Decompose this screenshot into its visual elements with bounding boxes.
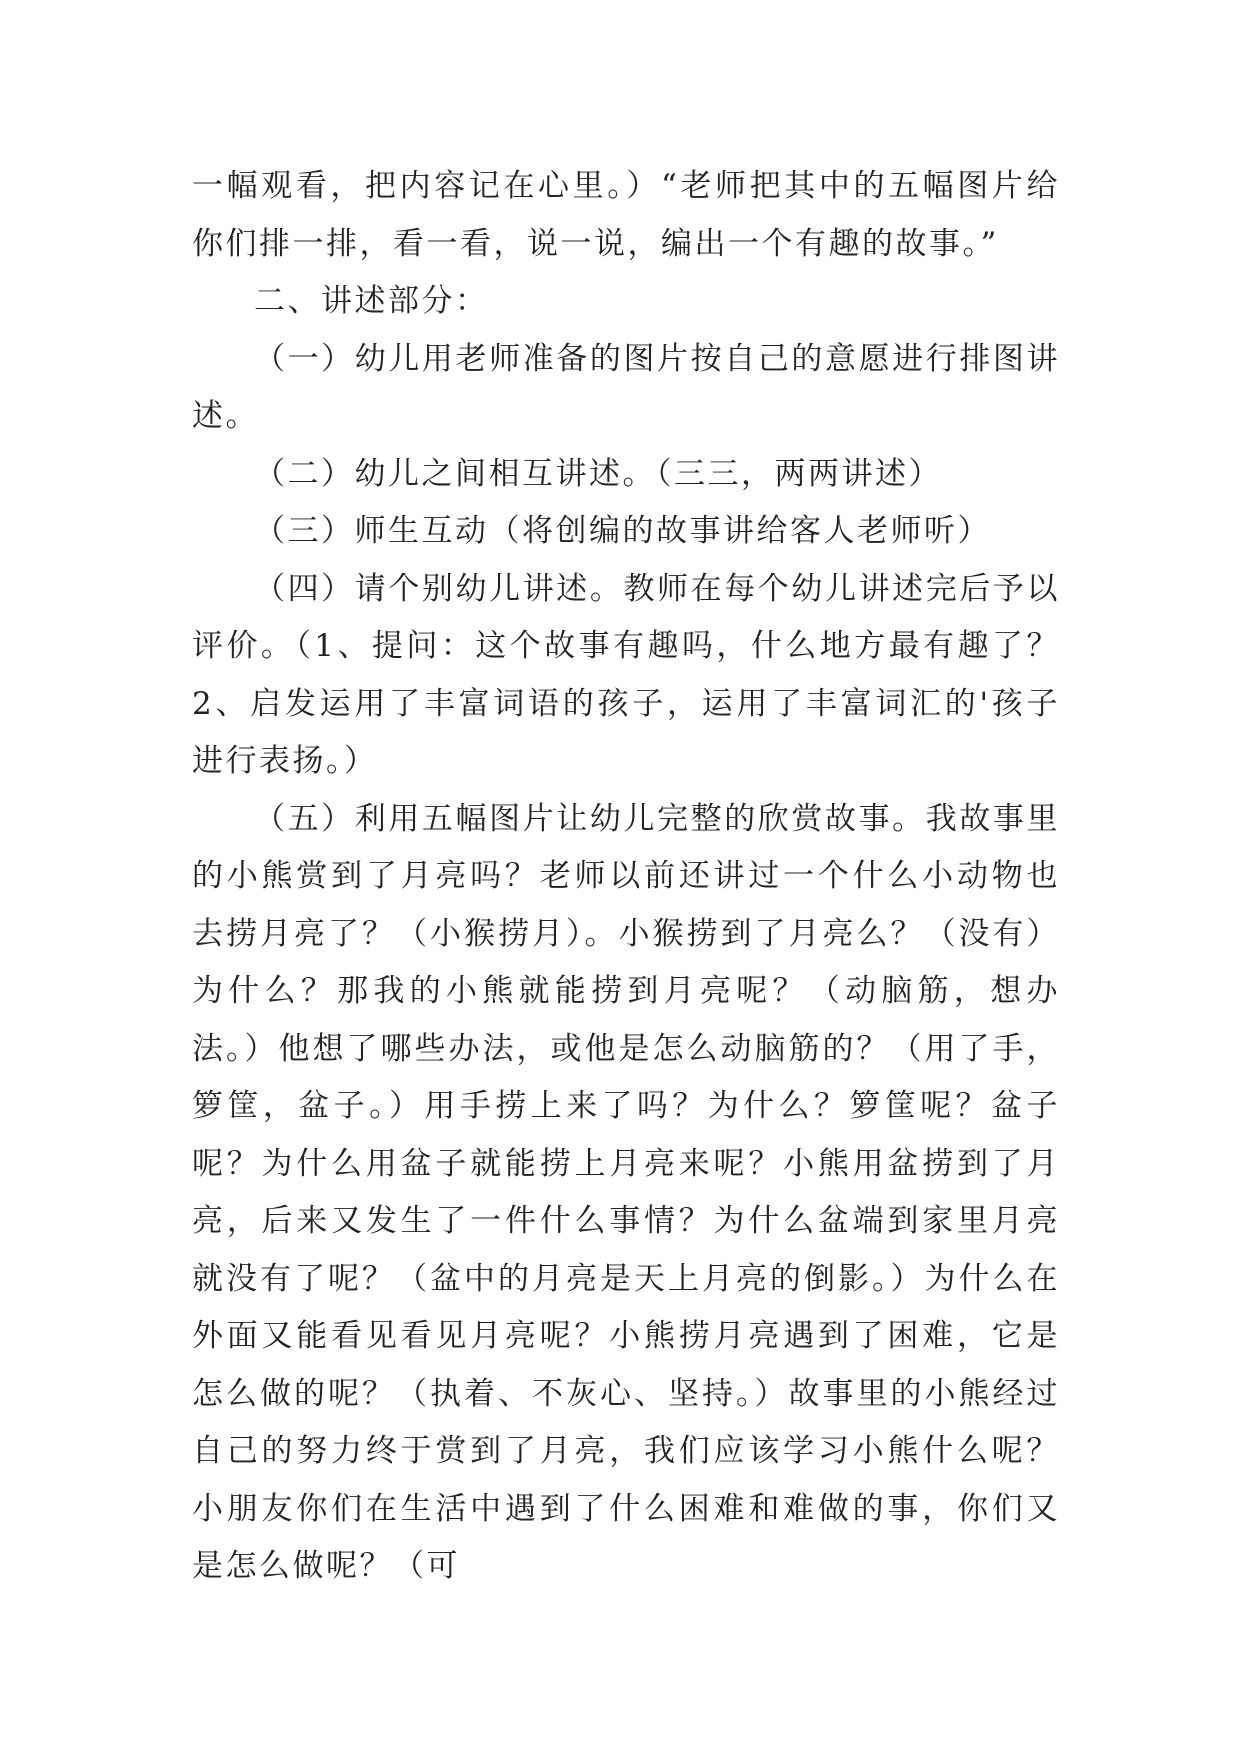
- paragraph-step-2: （二）幼儿之间相互讲述。（三三，两两讲述）: [254, 455, 942, 492]
- paragraph-step-3: （三）师生互动（将创编的故事讲给客人老师听）: [254, 513, 991, 549]
- paragraph-step-5: （五）利用五幅图片让幼儿完整的欣赏故事。我故事里的小熊赏到了月亮吗？老师以前还讲过一个什么小动物也去捞月亮了？（小猴捞月）。小猴捞到了月亮么？（没有）为什么？那我的小熊就能捞到月亮呢？（动脑筋，想办法。）他想了哪些办法，或他是怎么动脑筋的？（用了手，箩筐，盆子。）用手捞上来了吗？为什么？箩筐呢？盆子呢？为什么用盆子就能捞上月亮来呢？小熊用盆捞到了月亮，后来又发生了一件什么事情？为什么盆端到家里月亮就没有了呢？（盆中的月亮是天上月亮的倒影。）为什么在外面又能看见看见月亮呢？小熊捞月亮遇到了困难，它是怎么做的呢？（执着、不灰心、坚持。）故事里的小熊经过自己的努力终于赏到了月亮，我们应该学习小熊什么呢？小朋友你们在生活中遇到了什么困难和难做的事，你们又是怎么做呢？（可: [192, 800, 1060, 1584]
- document-body: [192, 158, 1060, 1596]
- paragraph-step-1: （一）幼儿用老师准备的图片按自己的意愿进行排图讲述。: [192, 340, 1060, 434]
- section-heading-narration: 二、讲述部分：: [254, 283, 489, 319]
- paragraph-step-4: （四）请个别幼儿讲述。教师在每个幼儿讲述完后予以评价。（1、提问：这个故事有趣吗，什么地方最有趣了？2、启发运用了丰富词语的孩子，运用了丰富词汇的'孩子进行表扬。）: [192, 570, 1060, 779]
- paragraph-continuation: 一幅观看，把内容记在心里。）“老师把其中的五幅图片给你们排一排，看一看，说一说，编出一个有趣的故事。”: [192, 168, 1060, 262]
